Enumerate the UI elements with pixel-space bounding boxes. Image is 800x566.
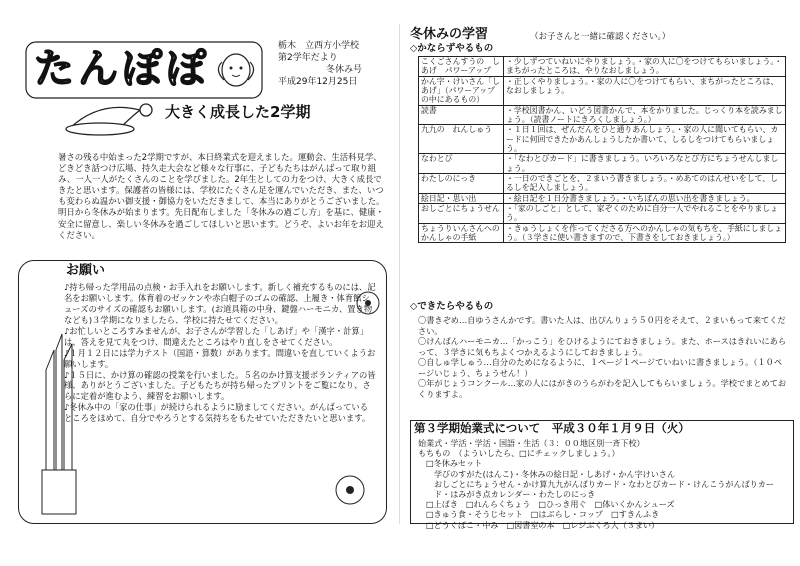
plum-flower-icon-2 [330, 470, 370, 510]
task-name: なわとび [419, 154, 504, 174]
header-info [278, 40, 362, 89]
notice-body [64, 282, 376, 424]
term-start-line: □きゅう食・そうじセット □はぶらし・コップ □すきんふき [426, 509, 660, 520]
term-start-line: もちもの （よういしたら、□にチェックしましょう。） [418, 448, 620, 459]
table-row [419, 154, 786, 174]
term-start-line: □冬休みセット [426, 458, 483, 469]
task-detail: ・きゅうしょくを作ってくださる方へのかんしゃの気もちを、手紙にしましょう。（３学きに使い書きますので、下書きをしておきましょう。） [504, 223, 786, 243]
table-row [419, 223, 786, 243]
santa-hat-icon [60, 98, 160, 138]
optional-item: 〇自しゅ学しゅう…自分のためになるように、１ページ１ページていねいに書きましょう。（１０ページいじょう、ちょうせん！） [418, 357, 783, 378]
task-name: 読書 [419, 105, 504, 125]
notice-item: ♪お忙しいところすみませんが、お子さんが学習した「しあげ」や「漢字・計算」は、答えを見て丸をつけ、間違えたところはやり直しをさせてください。 [64, 325, 368, 347]
grade-letter: 第2学年だより [278, 53, 338, 64]
school-name: 栃木 立西方小学校 [278, 41, 360, 51]
term-start-line: □上ばき □れんらくちょう □ひっき用ぐ □体いくかんシューズ [426, 499, 675, 510]
task-detail: ・「家のしごと」として、家ぞくのために自分一人でやれることをやりましょう。 [504, 203, 786, 223]
term-start-line: 学びのすがた(はんこ)・冬休みの絵日記・しあげ・かん字けいさん [434, 468, 676, 479]
issue-name: 冬休み号 [326, 65, 363, 76]
notice-title: お願い [66, 263, 106, 278]
optional-item: 〇年がじょうコンクール…家の人にはがきのうらがわを記入してもらいましょう。学校でまとめておくりますよ。 [418, 378, 787, 399]
table-row [419, 203, 786, 223]
table-row [419, 76, 786, 105]
term-start-line: 始業式・学活・学活・国語・生活（３：００地区別一斉下校） [418, 438, 645, 448]
table-row [419, 125, 786, 154]
optional-item: 〇書きぞめ…自ゆうさんかです。書いた人は、出ぴんりょう５０円をそえて、２まいもって来てください。 [418, 315, 786, 336]
notice-item: ♪１月１２日には学力テスト（国語・算数）があります。間違いを直していくようお願いします。 [64, 347, 376, 369]
table-row [419, 105, 786, 125]
task-name: ちょうりいんさんへのかんしゃの手紙 [419, 223, 504, 243]
task-detail: ・１日１回は、ぜんだんをひと通りあんしょう。・家の人に聞いてもらい、カードに何回できたかあんしょうしたか書いて、しるしをつけてもらいましょう。 [504, 125, 786, 154]
task-detail: ・「なわとびカード」に書きましょう。いろいろなとび方にちょうせんしましょう。 [504, 154, 786, 174]
task-name: 九九の れんしゅう [419, 125, 504, 154]
term-start-line: □どうぐばこ・中み □図書室の本 □レジぶくろ大（３まい） [426, 519, 660, 530]
task-detail: ・一日のできごとを、２まいう書きましょう。・めあてのはんせいをして、しるしを記入しましょう。 [504, 173, 786, 193]
notice-item: ♪冬休み中の「家の仕事」が続けられるように励ましてください。がんばっているところをほめて、自分でやろうとする気持ちをもたせていただきたいと思います。 [64, 402, 371, 424]
intro-paragraph: 暑さの残る中始まった2学期ですが、本日終業式を迎えました。運動会、生活科見学、どきどき話つけ広場、持久走大会など様々な行事に、子どもたちはがんばって取り組み、一人一人がたくさんのことを学びました。2年生としての力をつけ、大きく成長できたと思います。保護者の皆様には、学校にたくさん足を運んでいただき、また、いつも変わらぬ温かい御支援・御協力をいただきまして、本当にありがとうございました。明日から冬休みが始まります。先日配布しました「冬休みの過ごし方」を基に、健康・安全に留意し、楽しい冬休みを過ごしてほしいと思います。どうぞ、よいお年をお迎えください。 [58, 152, 385, 240]
optional-heading: ◇できたらやるもの [410, 301, 494, 312]
optional-item: 〇けんばんハーモニカ…「かっこう」をひけるようにておきましょう。また、ホースはきれいにあらって、３学きに気もちよくつかえるようにしておきましょう。 [418, 336, 787, 357]
table-row [419, 193, 786, 203]
task-detail: ・正しくやりましょう。・家の人に〇をつけてもらい、まちがったところは、なおしましょう。 [504, 76, 786, 105]
task-detail: ・学校図書かん、いどう図書かんで、本をかりました。じっくり本を読みましょう。（読書ノートにきろくしましょう。） [504, 105, 786, 125]
task-name: わたしのにっき [419, 173, 504, 193]
headline: 大きく成長した2学期 [165, 103, 311, 121]
task-name: かん字・けいさん「しあげ」（パワーアップの中にあるもの） [419, 76, 504, 105]
term-start-heading: 第３学期始業式について 平成３０年１月９日（火） [414, 421, 690, 435]
notice-item: ♪１５日に、かけ算の確認の授業を行いました。５名のかけ算支援ボランティアの皆様、ありがとうございました。子どもたちが持ち帰ったプリントをご覧になり、さらに定着が進むよう、練習をお願いします。 [64, 369, 376, 402]
winter-study-note: （お子さんと一緒に確認ください。） [530, 32, 671, 42]
table-row [419, 57, 786, 77]
column-divider [399, 24, 400, 524]
newsletter-title: たんぽぽ [34, 46, 210, 92]
task-name: おしごとにちょうせん [419, 203, 504, 223]
puppy-icon [218, 54, 253, 86]
task-name: 絵日記・思い出 [419, 193, 504, 203]
term-start-line: おしごとにちょうせん・かけ算九九がんばりカード・なわとびカード・けんこうがんばりカード・はみがき点カレンダー・わたしのにっき [434, 478, 774, 499]
table-row [419, 173, 786, 193]
task-detail: ・少しずつていねいにやりましょう。・家の人に〇をつけてもらいましょう。・まちがったところは、やりなおしましょう。 [504, 57, 786, 77]
winter-study-title: 冬休みの学習 [410, 27, 489, 42]
task-detail: ・絵日記を１日分書きましょう。・いちばんの思い出を書きましょう。 [504, 193, 786, 203]
task-name: こくごさんすうの しあげ パワーアップ [419, 57, 504, 77]
notice-item: ♪持ち帰った学用品の点検・お手入れをお願いします。新しく補充するものには、記名をお願いします。体育着のゼッケンや赤白帽子のゴムの確認、上履き・体育館シューズのサイズの確認もお願いします。(お道具箱の中身、鍵盤ハーモニカ、置き物なども)３学期になりましたら、学校に持たせてください。 [64, 282, 376, 325]
must-do-heading: ◇かならずやるもの [410, 43, 494, 54]
issue-date: 平成29年12月25日 [278, 77, 358, 88]
term-start-body [418, 438, 790, 530]
optional-list [418, 315, 788, 399]
must-do-table [418, 56, 786, 243]
